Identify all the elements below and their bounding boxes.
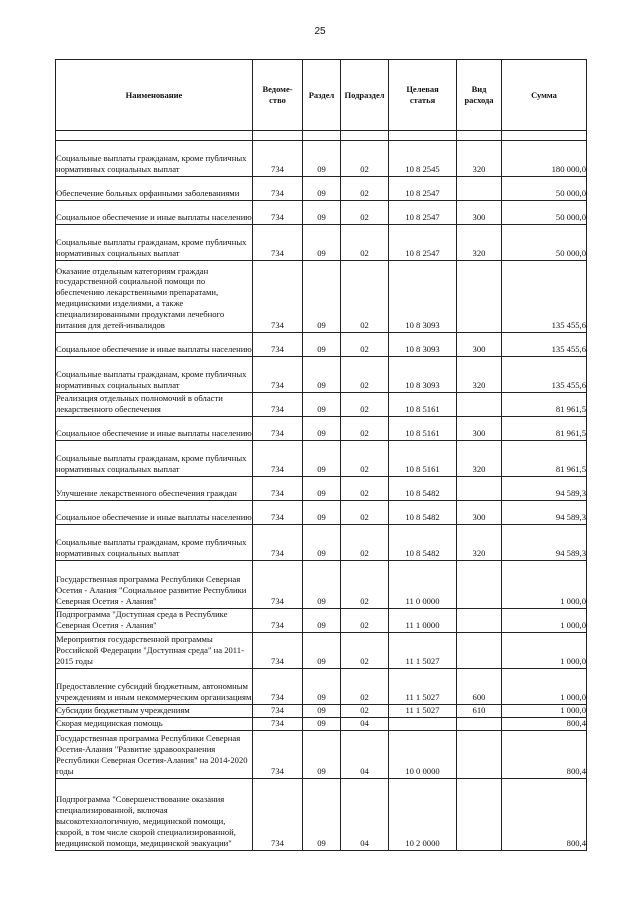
row-dept: 734 [253, 717, 303, 730]
row-exp-type: 320 [457, 525, 502, 561]
row-dept: 734 [253, 417, 303, 441]
table-row [56, 730, 587, 778]
row-target: 11 1 0000 [389, 609, 457, 633]
row-target: 11 1 5027 [389, 705, 457, 718]
row-exp-type [457, 261, 502, 333]
table-row [56, 357, 587, 393]
row-target: 10 8 5482 [389, 525, 457, 561]
table-row [56, 477, 587, 501]
header-row [56, 60, 587, 131]
row-dept: 734 [253, 201, 303, 225]
row-dept: 734 [253, 730, 303, 778]
row-target: 10 8 5482 [389, 501, 457, 525]
row-name: Социальные выплаты гражданам, кроме публичных нормативных социальных выплат [56, 525, 253, 561]
row-amount: 50 000,0 [502, 201, 587, 225]
row-subsection: 02 [341, 705, 389, 718]
row-target: 10 8 5161 [389, 417, 457, 441]
header-subsection: Подраздел [341, 60, 389, 131]
row-section: 09 [303, 705, 341, 718]
row-exp-type [457, 730, 502, 778]
row-amount: 94 589,3 [502, 477, 587, 501]
row-section: 09 [303, 778, 341, 850]
row-dept: 734 [253, 501, 303, 525]
row-section: 09 [303, 609, 341, 633]
row-amount: 1 000,0 [502, 705, 587, 718]
row-amount: 135 455,6 [502, 261, 587, 333]
row-dept: 734 [253, 333, 303, 357]
row-exp-type [457, 477, 502, 501]
header-amount: Сумма [502, 60, 587, 131]
row-exp-type [457, 393, 502, 417]
row-target: 10 8 3093 [389, 261, 457, 333]
row-name: Социальные выплаты гражданам, кроме публичных нормативных социальных выплат [56, 141, 253, 177]
row-amount: 94 589,3 [502, 525, 587, 561]
row-amount: 800,4 [502, 717, 587, 730]
row-exp-type: 320 [457, 357, 502, 393]
table-row [56, 201, 587, 225]
row-subsection: 04 [341, 778, 389, 850]
row-section: 09 [303, 633, 341, 669]
row-target: 10 8 2547 [389, 201, 457, 225]
header-section: Раздел [303, 60, 341, 131]
row-name: Социальное обеспечение и иные выплаты населению [56, 501, 253, 525]
header-name: Наименование [56, 60, 253, 131]
table-row [56, 177, 587, 201]
budget-table [55, 59, 587, 851]
row-target: 10 8 5482 [389, 477, 457, 501]
row-subsection: 02 [341, 141, 389, 177]
table-row [56, 717, 587, 730]
table-row [56, 333, 587, 357]
row-subsection: 02 [341, 417, 389, 441]
row-target: 10 8 5161 [389, 441, 457, 477]
row-dept: 734 [253, 357, 303, 393]
row-amount: 81 961,5 [502, 441, 587, 477]
row-dept: 734 [253, 778, 303, 850]
table-row [56, 261, 587, 333]
row-dept: 734 [253, 669, 303, 705]
table-row [56, 501, 587, 525]
row-amount: 81 961,5 [502, 393, 587, 417]
table-row [56, 225, 587, 261]
row-subsection: 02 [341, 177, 389, 201]
row-section: 09 [303, 730, 341, 778]
row-dept: 734 [253, 141, 303, 177]
row-amount: 800,4 [502, 730, 587, 778]
row-name: Скорая медицинская помощь [56, 717, 253, 730]
row-name: Оказание отдельным категориям граждан государственной социальной помощи по обеспечению лекарственными препаратами, медицинскими изделиями, а также специализированными продуктами лечебного питания для детей-инвалидов [56, 261, 253, 333]
table-row [56, 669, 587, 705]
row-exp-type [457, 177, 502, 201]
row-target: 10 2 0000 [389, 778, 457, 850]
row-exp-type [457, 633, 502, 669]
row-subsection: 02 [341, 333, 389, 357]
row-exp-type [457, 717, 502, 730]
row-section: 09 [303, 393, 341, 417]
row-subsection: 02 [341, 393, 389, 417]
row-target: 10 8 2547 [389, 225, 457, 261]
row-subsection: 02 [341, 261, 389, 333]
row-target [389, 717, 457, 730]
row-name: Социальные выплаты гражданам, кроме публичных нормативных социальных выплат [56, 441, 253, 477]
row-amount: 1 000,0 [502, 561, 587, 609]
row-subsection: 02 [341, 477, 389, 501]
row-section: 09 [303, 417, 341, 441]
row-dept: 734 [253, 177, 303, 201]
row-section: 09 [303, 333, 341, 357]
row-section: 09 [303, 501, 341, 525]
spacer-row [56, 131, 587, 141]
row-name: Субсидии бюджетным учреждениям [56, 705, 253, 718]
row-exp-type [457, 609, 502, 633]
table-row [56, 417, 587, 441]
row-name: Реализация отдельных полномочий в области лекарственного обеспечения [56, 393, 253, 417]
row-exp-type: 600 [457, 669, 502, 705]
row-subsection: 04 [341, 717, 389, 730]
row-dept: 734 [253, 525, 303, 561]
row-dept: 734 [253, 225, 303, 261]
table-row [56, 633, 587, 669]
row-amount: 1 000,0 [502, 609, 587, 633]
row-name: Государственная программа Республики Северная Осетия-Алания "Развитие здравоохранения Республики Северная Осетия-Алания" на 2014-2020 годы [56, 730, 253, 778]
row-dept: 734 [253, 441, 303, 477]
row-target: 10 8 2545 [389, 141, 457, 177]
row-amount: 1 000,0 [502, 633, 587, 669]
row-name: Предоставление субсидий бюджетным, автономным учреждениям и иным некоммерческим организациям [56, 669, 253, 705]
row-dept: 734 [253, 261, 303, 333]
row-exp-type: 320 [457, 225, 502, 261]
row-subsection: 02 [341, 501, 389, 525]
table-row [56, 141, 587, 177]
row-exp-type: 300 [457, 501, 502, 525]
table-row [56, 393, 587, 417]
row-target: 11 1 5027 [389, 633, 457, 669]
row-section: 09 [303, 177, 341, 201]
table-row [56, 609, 587, 633]
row-subsection: 02 [341, 525, 389, 561]
row-target: 10 8 3093 [389, 333, 457, 357]
row-dept: 734 [253, 561, 303, 609]
row-amount: 180 000,0 [502, 141, 587, 177]
row-name: Социальное обеспечение и иные выплаты населению [56, 333, 253, 357]
row-name: Социальные выплаты гражданам, кроме публичных нормативных социальных выплат [56, 357, 253, 393]
row-subsection: 02 [341, 441, 389, 477]
row-subsection: 02 [341, 633, 389, 669]
row-name: Мероприятия государственной программы Российской Федерации "Доступная среда" на 2011-2015 годы [56, 633, 253, 669]
row-section: 09 [303, 261, 341, 333]
row-subsection: 02 [341, 669, 389, 705]
header-exp-type: Вид расхода [457, 60, 502, 131]
row-name: Подпрограмма "Доступная среда в Республике Северная Осетия - Алания" [56, 609, 253, 633]
page-number: 25 [314, 26, 326, 37]
row-subsection: 02 [341, 225, 389, 261]
row-amount: 800,4 [502, 778, 587, 850]
row-section: 09 [303, 441, 341, 477]
table-row [56, 441, 587, 477]
row-amount: 135 455,6 [502, 357, 587, 393]
table-row [56, 525, 587, 561]
row-exp-type: 320 [457, 141, 502, 177]
row-target: 10 8 5161 [389, 393, 457, 417]
table-row [56, 705, 587, 718]
row-target: 10 0 0000 [389, 730, 457, 778]
row-section: 09 [303, 525, 341, 561]
row-name: Подпрограмма "Совершенствование оказания специализированной, включая высокотехнологичную, медицинской помощи, скорой, в том числе скорой специализированной, медицинской помощи, медицинской эвакуации" [56, 778, 253, 850]
row-exp-type: 320 [457, 441, 502, 477]
row-section: 09 [303, 717, 341, 730]
header-target: Целевая статья [389, 60, 457, 131]
row-exp-type: 300 [457, 417, 502, 441]
row-subsection: 02 [341, 201, 389, 225]
row-subsection: 02 [341, 561, 389, 609]
table-row [56, 778, 587, 850]
row-amount: 135 455,6 [502, 333, 587, 357]
row-target: 11 1 5027 [389, 669, 457, 705]
row-exp-type [457, 778, 502, 850]
row-amount: 81 961,5 [502, 417, 587, 441]
row-name: Государственная программа Республики Северная Осетия - Алания "Социальное развитие Республики Северная Осетия - Алания" [56, 561, 253, 609]
row-subsection: 02 [341, 609, 389, 633]
row-amount: 1 000,0 [502, 669, 587, 705]
row-target: 10 8 2547 [389, 177, 457, 201]
table-row [56, 561, 587, 609]
row-dept: 734 [253, 633, 303, 669]
row-amount: 50 000,0 [502, 225, 587, 261]
row-dept: 734 [253, 609, 303, 633]
row-subsection: 02 [341, 357, 389, 393]
row-section: 09 [303, 477, 341, 501]
row-exp-type: 610 [457, 705, 502, 718]
row-section: 09 [303, 225, 341, 261]
row-section: 09 [303, 201, 341, 225]
row-target: 10 8 3093 [389, 357, 457, 393]
row-name: Социальные выплаты гражданам, кроме публичных нормативных социальных выплат [56, 225, 253, 261]
row-dept: 734 [253, 477, 303, 501]
row-dept: 734 [253, 705, 303, 718]
row-section: 09 [303, 561, 341, 609]
row-name: Социальное обеспечение и иные выплаты населению [56, 201, 253, 225]
row-section: 09 [303, 669, 341, 705]
header-dept: Ведоме- ство [253, 60, 303, 131]
row-exp-type [457, 561, 502, 609]
row-amount: 50 000,0 [502, 177, 587, 201]
row-subsection: 04 [341, 730, 389, 778]
row-target: 11 0 0000 [389, 561, 457, 609]
row-amount: 94 589,3 [502, 501, 587, 525]
row-exp-type: 300 [457, 201, 502, 225]
row-name: Социальное обеспечение и иные выплаты населению [56, 417, 253, 441]
row-section: 09 [303, 141, 341, 177]
row-dept: 734 [253, 393, 303, 417]
row-name: Обеспечение больных орфанными заболеваниями [56, 177, 253, 201]
row-name: Улучшение лекарственного обеспечения граждан [56, 477, 253, 501]
row-section: 09 [303, 357, 341, 393]
row-exp-type: 300 [457, 333, 502, 357]
